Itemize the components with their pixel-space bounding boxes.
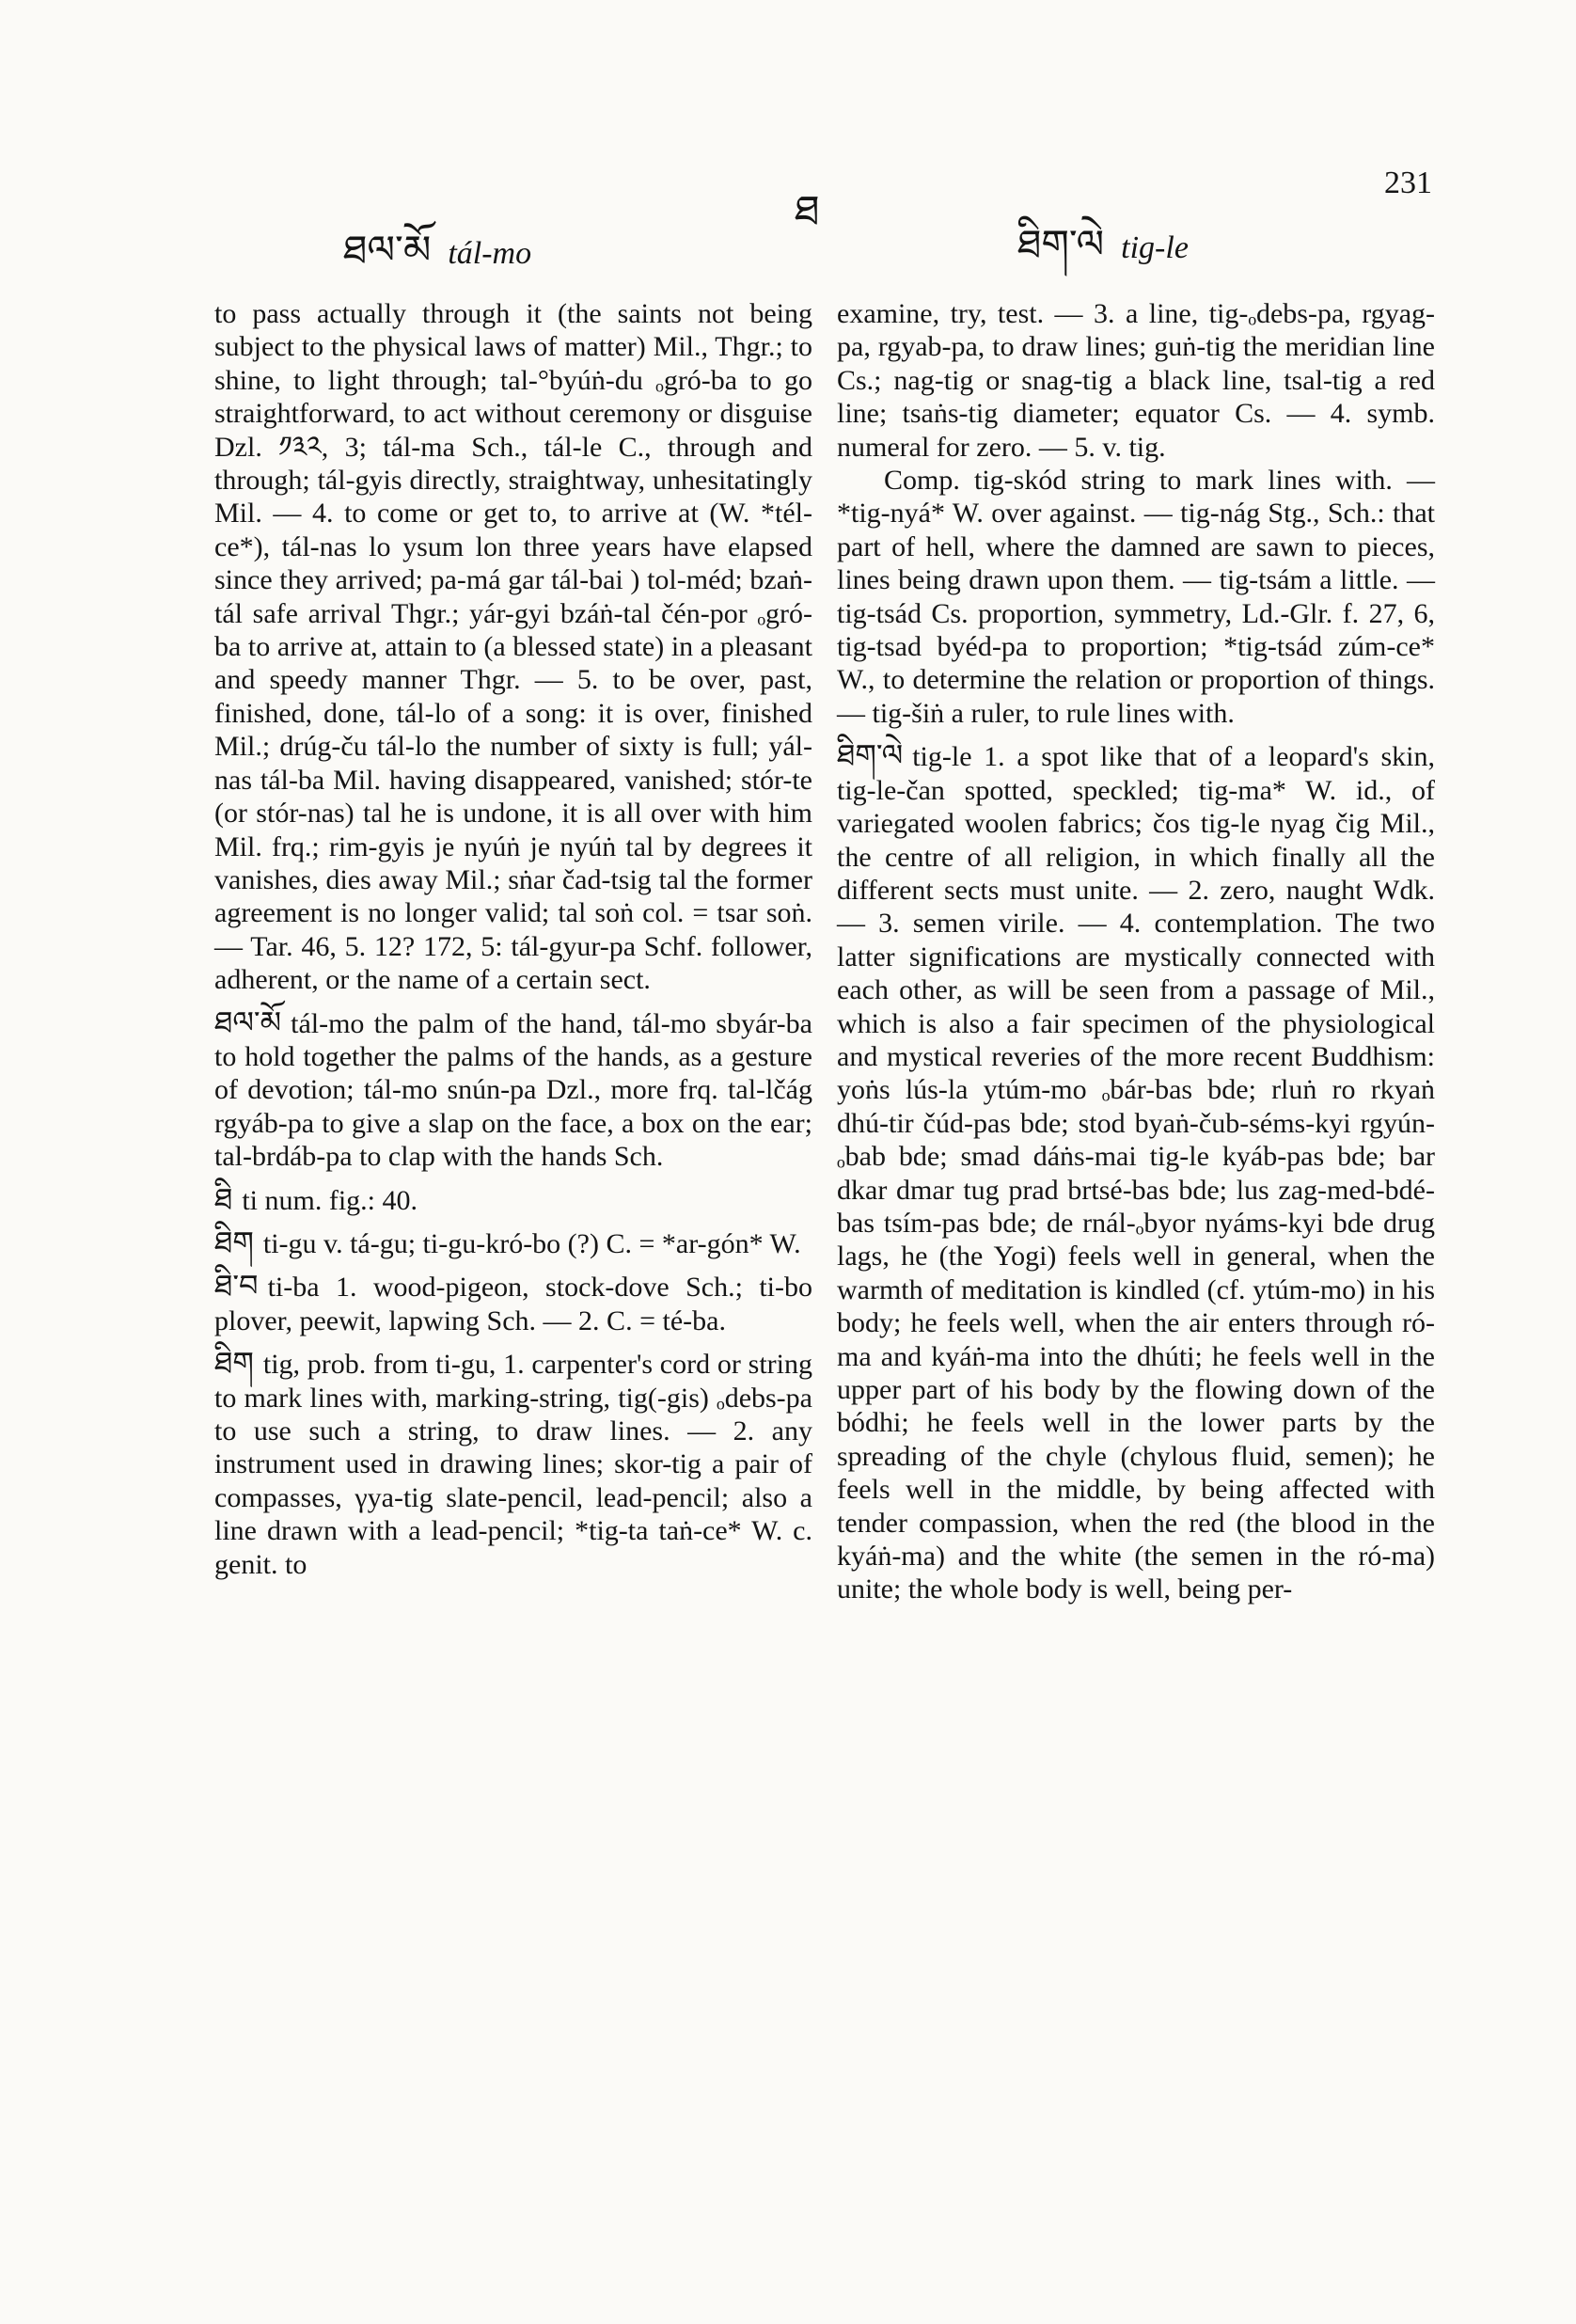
headword-tibetan: ཐིག [214,1345,254,1382]
right-column [837,297,1435,1606]
entry-text: tig-le 1. a spot like that of a leopard's skin, tig-le-čan spotted, speckled; tig-ma* W. id., of variegated woolen fabrics; čos tig-le nyag čig Mil., the centre of all religion, in which finally all the different sects must unite. — 2. zero, naught Wdk. — 3. semen virile. — 4. contemplation. The two latter significations are mystically connected with each other, as will be seen from a passage of Mil., which is also a fair specimen of the physiological and mystical reveries of the more recent Buddhism: yoṅs lús-la ytúm-mo ₒbár-bas bde; rluṅ ro rkyaṅ dhú-tir čúd-pas bde; stod byaṅ-čub-séms-kyi rgyún-ₒbab bde; smad dáṅs-mai tig-le kyáb-pas bde; bar dkar dmar tug prad brtsé-bas bde; lus zag-med-bdé-bas tsím-pas bde; de rnál-ₒbyor nyáms-kyi bde drug lags, he (the Yogi) feels well in general, when the warmth of meditation is kindled (cf. ytúm-mo) in his body; he feels well, when the air enters through ró-ma and kyáṅ-ma into the dhúti; he feels well in the upper part of his body by the flowing down of the bódhi; he feels well in the lower parts by the spreading of the chyle (chylous fluid, semen); he feels well in the middle, by being affected with tender compassion, when the red (the blood in the kyáṅ-ma) and the white (the semen in the ró-ma) unite; the whole body is well, being per- [837,741,1435,1605]
entry-text: ti num. fig.: 40. [242,1184,418,1216]
entry-text: ti-ba 1. wood-pigeon, stock-dove Sch.; ti-bo plover, peewit, lapwing Sch. — 2. C. = té-ba. [214,1272,812,1336]
entry-tiba [214,1270,812,1337]
headword-tibetan: ཐི [214,1180,233,1217]
headword-tibetan: ཐི་བ [214,1268,259,1304]
compounds-paragraph: Comp. tig-skód string to mark lines with. — *tig-nyá* W. over against. — tig-nág Stg., Sch.: that part of hell, where the damned are sawn to pieces, lines being drawn upon them. — tig-tsám a little. — tig-tsád Cs. proportion, symmetry, Ld.-Glr. f. 27, 6, tig-tsad byéd-pa to proportion; *tig-tsád zúm-ce* W., to determine the relation or proportion of things. — tig-šiṅ a ruler, to rule lines with. [837,465,1435,729]
headword-tibetan: ཐལ་མོ [214,1004,282,1040]
entry-text: ti-gu v. tá-gu; ti-gu-kró-bo (?) C. = *ar-gón* W. [262,1227,801,1259]
left-column [214,297,812,1581]
headword-tibetan: ཐིག་ལེ [837,737,904,774]
entry-tigu [214,1226,812,1260]
running-head-left-translit: tál-mo [448,236,532,271]
headword-tibetan: ཐིག [214,1224,254,1260]
entry-continuation: to pass actually through it (the saints not being subject to the physical laws of matter) Mil., Thgr.; to shine, to light through; tal-°byúṅ-du ₒgró-ba to go straightforward, to act without ceremony or disguise Dzl. ༡༣༢, 3; tál-ma Sch., tál-le C., through and through; tál-gyis directly, straightway, unhesitatingly Mil. — 4. to come or get to, to arrive at (W. *tél-ce*), tál-nas lo ysum lon three years have elapsed since they arrived; pa-má gar tál-bai ) tol-méd; bzaṅ-tál safe arrival Thgr.; yár-gyi bzáṅ-tal čén-por ₒgró-ba to arrive at, attain to (a blessed state) in a pleasant and speedy manner Thgr. — 5. to be over, past, finished, done, tál-lo of a song: it is over, finished Mil.; drúg-ču tál-lo the number of sixty is full; yál-nas tál-ba Mil. having disappeared, vanished; stór-te (or stór-nas) tal he is undone, it is all over with him Mil. frq.; rim-gyis je nyúṅ je nyúṅ tal by degrees it vanishes, dies away Mil.; sṅar čad-tsig tal the former agreement is no longer valid; tal soṅ col. = tsar soṅ. — Tar. 46, 5. 12? 172, 5: tál-gyur-pa Schf. follower, adherent, or the name of a certain sect. [214,298,812,996]
entry-text: tál-mo the palm of the hand, tál-mo sbyár-ba to hold together the palms of the hands, as a gesture of devotion; tál-mo snún-pa Dzl., more frq. tal-lčág rgyáb-pa to give a slap on the face, a box on the ear; tal-brdáb-pa to clap with the hands Sch. [214,1007,812,1173]
entry-tigle [837,739,1435,1606]
entry-continuation: examine, try, test. — 3. a line, tig-ₒdebs-pa, rgyag-pa, rgyab-pa, to draw lines; guṅ-tig the meridian line Cs.; nag-tig or snag-tig a black line, tsal-tig a red line; tsaṅs-tig diameter; equator Cs. — 4. symb. numeral for zero. — 5. v. tig. [837,298,1435,463]
running-head-left-tibetan: ཐལ་མོ [343,227,432,273]
section-letter: ཐ [795,187,820,235]
entry-talmo [214,1006,812,1174]
entry-tig [214,1347,812,1581]
running-head-right-tibetan: ཐིག་ལེ [1017,221,1105,267]
running-head-right [1017,199,1189,311]
entry-text: tig, prob. from ti-gu, 1. carpenter's cord or string to mark lines with, marking-string, tig(-gis) ₒdebs-pa to use such a string, to draw lines. — 2. any instrument used in drawing lines; skor-tig a pair of compasses, γya-tig slate-pencil, lead-pencil; also a line drawn with a lead-pencil; *tig-ta taṅ-ce* W. c. genit. to [214,1349,812,1580]
entry-ti [214,1180,812,1217]
page-number: 231 [1384,166,1432,200]
running-head-right-translit: tig-le [1121,230,1189,265]
